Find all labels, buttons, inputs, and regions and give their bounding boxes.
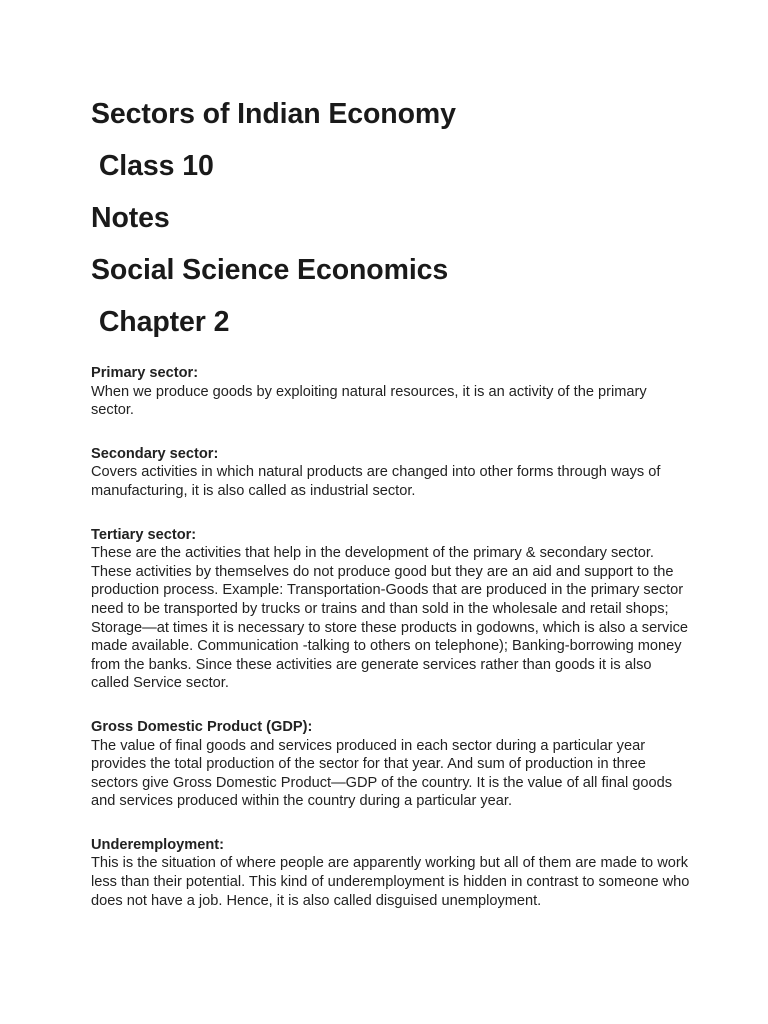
subject-title: Social Science Economics — [91, 254, 449, 286]
section-body: This is the situation of where people are apparently working but all of them are made to work less than their potential. This kind of underemployment is hidden in contrast to someone who does not have a job. Hence, it is also called disguised unemployment. — [91, 855, 690, 909]
section-secondary-sector — [91, 445, 691, 501]
section-body: The value of final goods and services produced in each sector during a particular year provides the total production of the sector for that year. And sum of production in three sectors give Gross Domestic Product—GDP of the country. It is the value of all final goods and services produced within the country during a particular year. — [91, 737, 673, 810]
section-primary-sector — [91, 364, 691, 420]
section-underemployment — [91, 836, 691, 910]
section-body: Covers activities in which natural products are changed into other forms through ways of manufacturing, it is also called as industrial sector. — [91, 464, 661, 499]
class-title: Class 10 — [91, 150, 214, 182]
section-heading: Secondary sector: — [91, 445, 219, 462]
section-heading: Primary sector: — [91, 365, 199, 381]
title-block — [91, 88, 691, 348]
section-heading: Underemployment: — [91, 836, 224, 853]
document-page — [91, 88, 691, 935]
section-tertiary-sector — [91, 526, 691, 693]
section-body: These are the activities that help in the development of the primary & secondary sector. These activities by themselves do not produce good but they are an aid and support to the production process. Example: Transportation-Goods that are produced in the primary sector need to be transported by trucks or trains and than sold in the wholesale and retail shops; Storage—at times it is necessary to store these products in godowns, which is also a service made available. Communication -talking to others on telephone); Banking-borrowing money from the banks. Since these activities are generate services rather than goods it is also called Service sector. — [91, 545, 688, 692]
document-title: Sectors of Indian Economy — [91, 98, 456, 130]
notes-title: Notes — [91, 202, 170, 234]
section-gdp — [91, 718, 691, 811]
section-body: When we produce goods by exploiting natural resources, it is an activity of the primary sector. — [91, 383, 647, 419]
chapter-title: Chapter 2 — [91, 306, 230, 338]
section-heading: Tertiary sector: — [91, 526, 197, 543]
section-heading: Gross Domestic Product (GDP): — [91, 718, 313, 735]
